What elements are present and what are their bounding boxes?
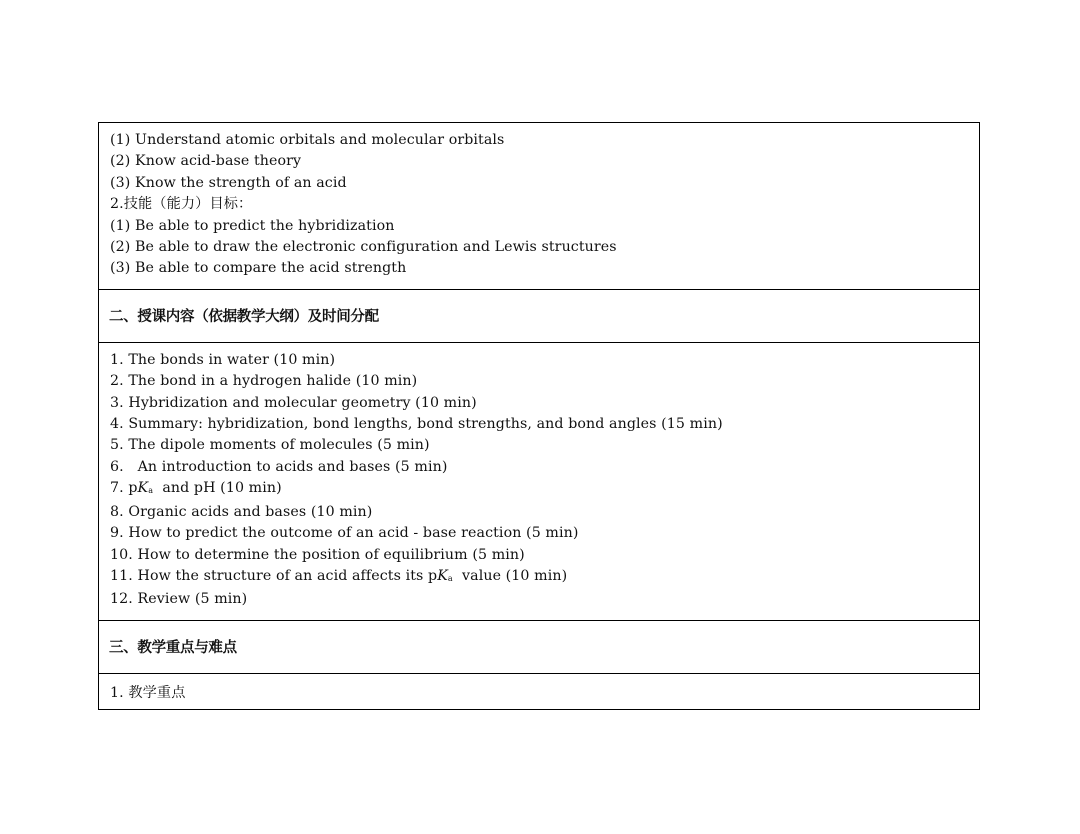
item-text: 7. p: [110, 480, 138, 497]
item-text: value (10 min): [452, 567, 568, 584]
content-item: 3. Hybridization and molecular geometry (10 min): [110, 394, 477, 411]
a-subscript: a: [447, 573, 453, 583]
section-2-header: [99, 289, 979, 342]
content-item: 1. The bonds in water (10 min): [110, 351, 336, 368]
content-item: 2. The bond in a hydrogen halide (10 min): [110, 373, 418, 390]
objectives-section: [99, 123, 979, 289]
section-2-heading: 二、授课内容（依据教学大纲）及时间分配: [109, 309, 379, 326]
teaching-content-section: [99, 342, 979, 620]
skills-line: (2) Be able to draw the electronic configuration and Lewis structures: [110, 239, 617, 256]
content-item-pka: [110, 478, 969, 501]
k-symbol: K: [437, 567, 448, 584]
section-3-heading: 三、教学重点与难点: [109, 640, 237, 657]
content-item: 4. Summary: hybridization, bond lengths, bond strengths, and bond angles (15 min): [110, 416, 723, 433]
knowledge-line: (1) Understand atomic orbitals and molecular orbitals: [110, 132, 505, 148]
content-item: 6. An introduction to acids and bases (5 min): [110, 458, 448, 475]
skills-line: (1) Be able to predict the hybridization: [110, 217, 395, 234]
section-3-header: [99, 620, 979, 673]
skills-heading: 2.技能（能力）目标：: [110, 196, 253, 213]
item-text: and pH (10 min): [153, 480, 282, 497]
lesson-plan-table: [98, 122, 980, 710]
content-item: 9. How to predict the outcome of an acid - base reaction (5 min): [110, 525, 579, 542]
knowledge-line: (2) Know acid-base theory: [110, 153, 302, 170]
skills-line: (3) Be able to compare the acid strength: [110, 260, 407, 277]
content-item: 8. Organic acids and bases (10 min): [110, 503, 373, 520]
content-item: 12. Review (5 min): [110, 591, 248, 608]
k-symbol: K: [137, 480, 149, 497]
key-points-item: 1. 教学重点: [110, 684, 186, 701]
knowledge-line: (3) Know the strength of an acid: [110, 174, 347, 191]
key-points-section: [99, 673, 979, 709]
a-subscript: a: [148, 486, 154, 496]
item-text: 11. How the structure of an acid affects its p: [110, 567, 438, 584]
content-item: 10. How to determine the position of equilibrium (5 min): [110, 546, 525, 563]
content-item: 5. The dipole moments of molecules (5 min): [110, 437, 430, 454]
content-item-pka-value: [110, 566, 969, 589]
